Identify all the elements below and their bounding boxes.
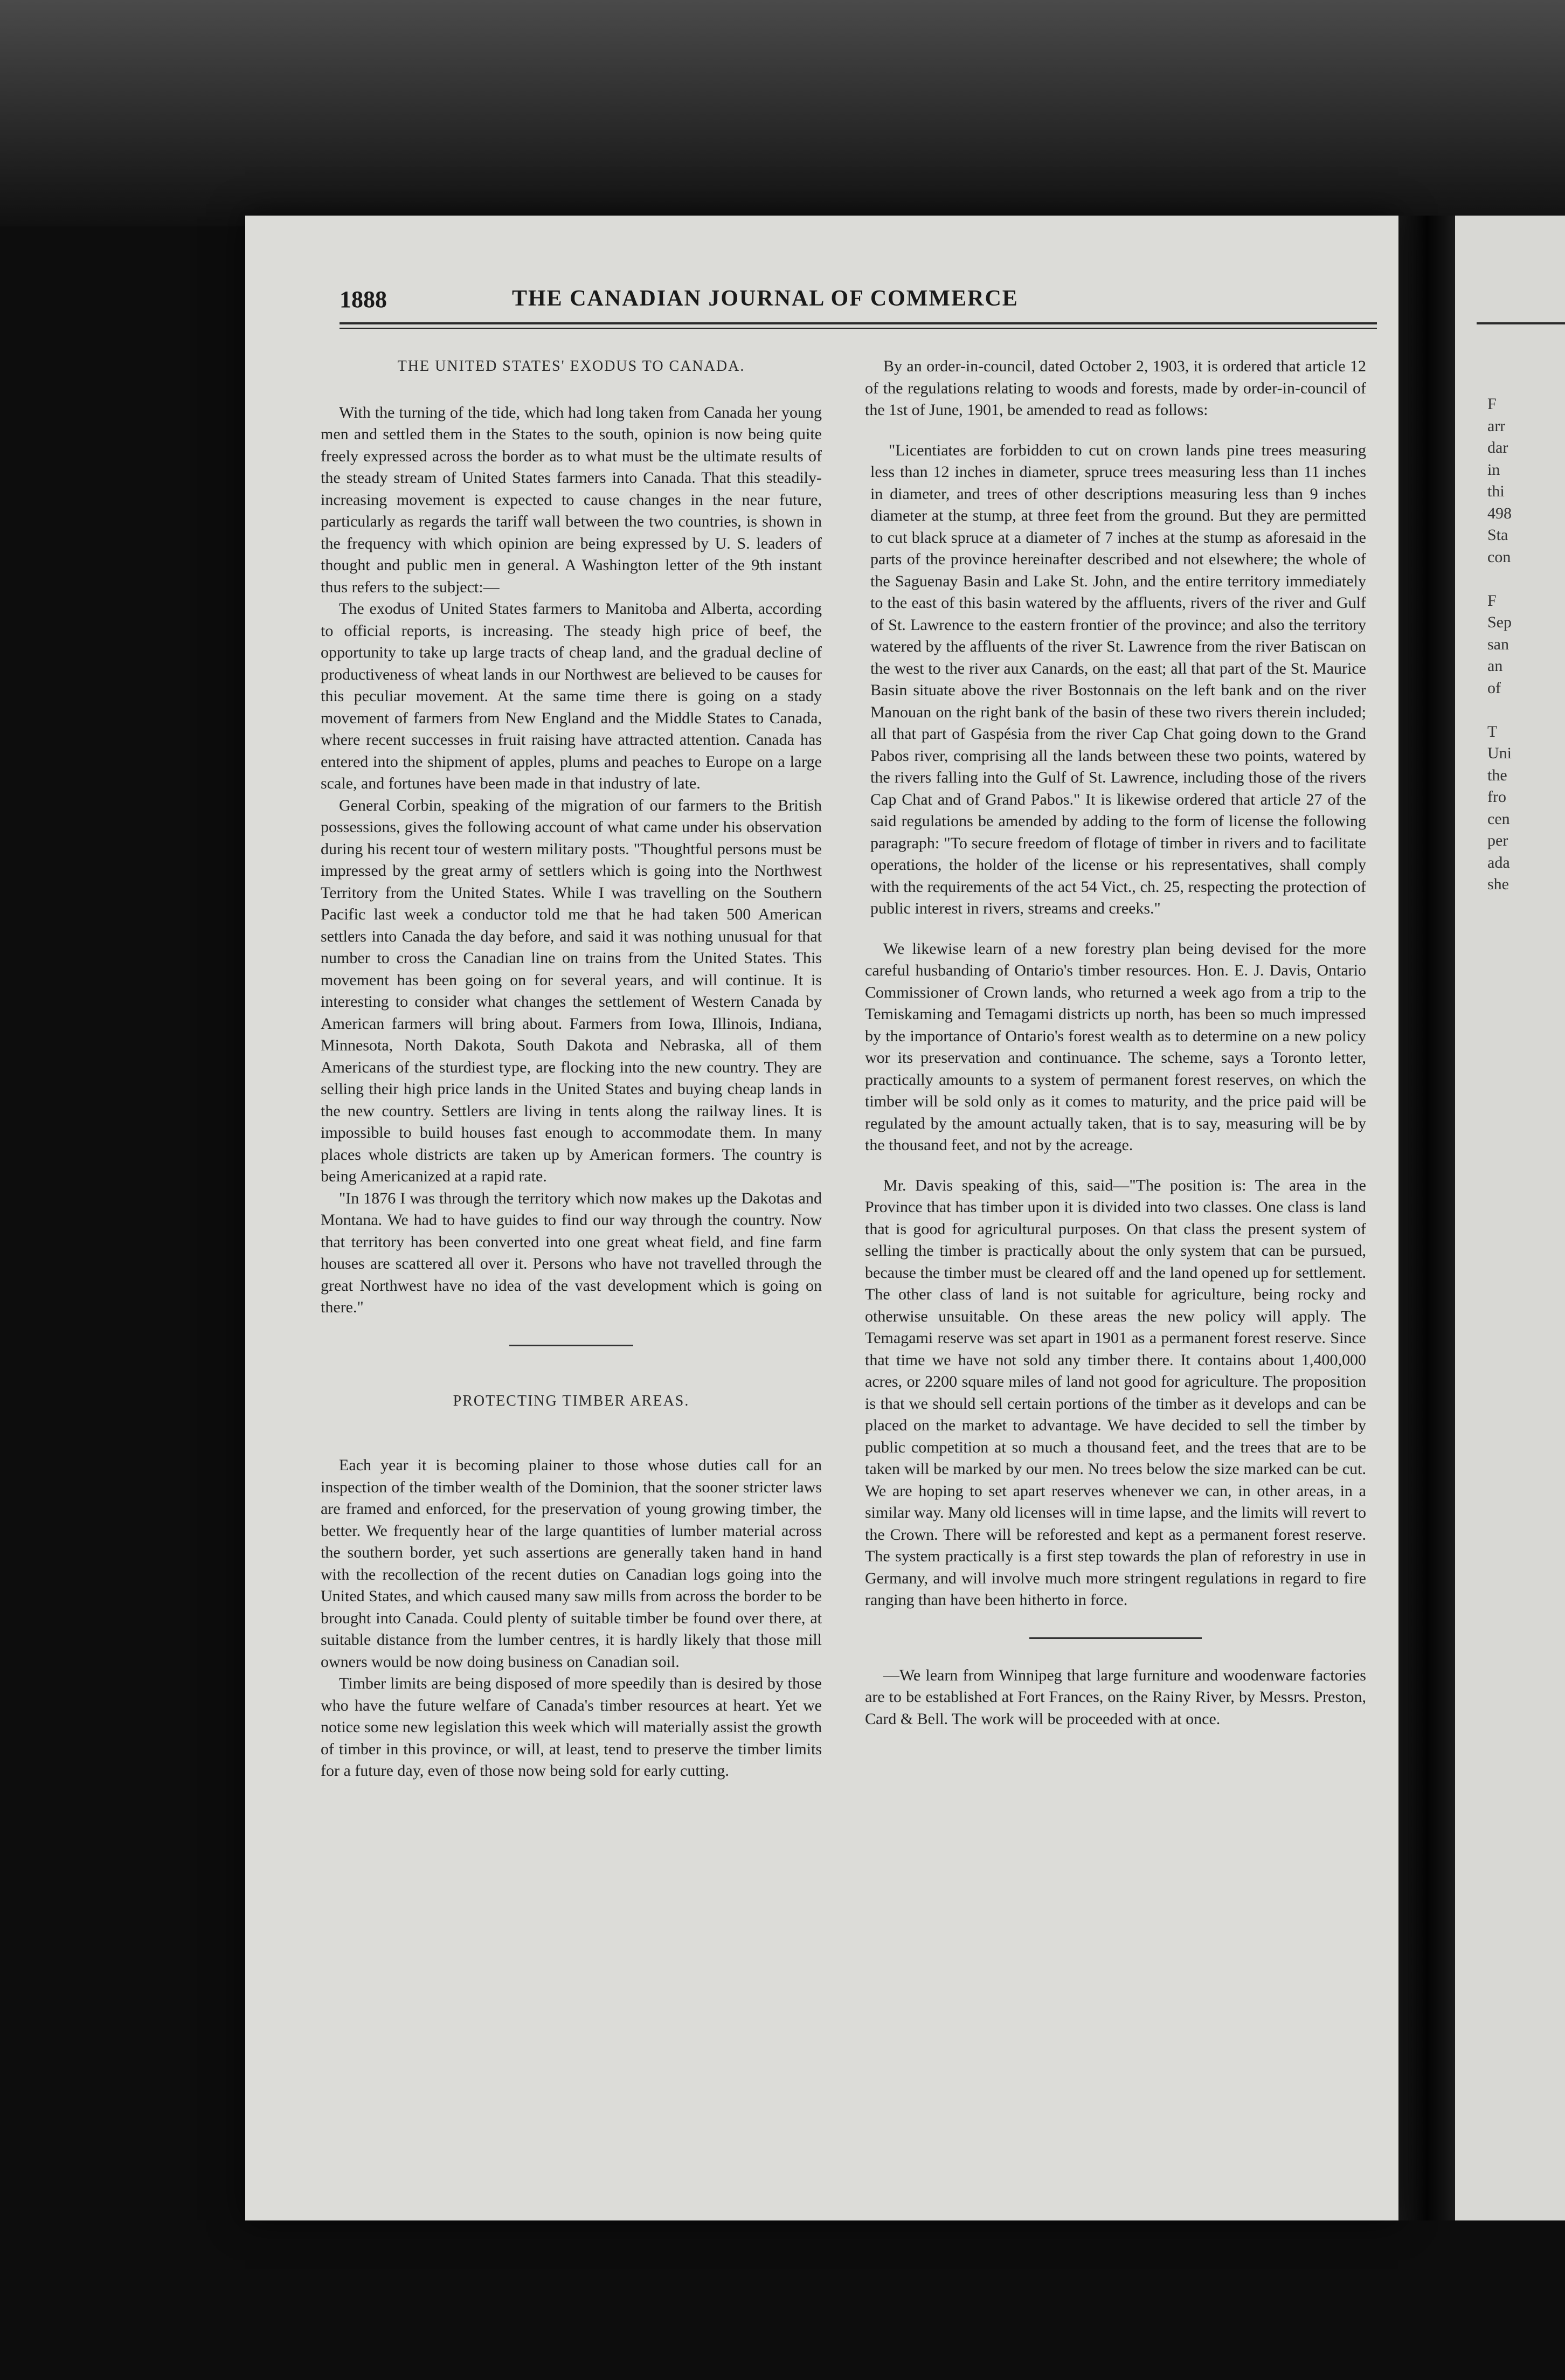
page-header bbox=[340, 286, 1374, 318]
adjacent-line-fragment: in bbox=[1487, 460, 1500, 479]
adjacent-line-fragment: F bbox=[1487, 395, 1497, 413]
adjacent-line-fragment: fro bbox=[1487, 788, 1506, 806]
adjacent-line-fragment: cen bbox=[1487, 810, 1510, 828]
adjacent-line-fragment: dar bbox=[1487, 439, 1508, 456]
adjacent-line-fragment: of bbox=[1487, 679, 1501, 697]
section-divider bbox=[509, 1345, 633, 1346]
header-rule bbox=[340, 322, 1377, 324]
article-heading-exodus: THE UNITED STATES' EXODUS TO CANADA. bbox=[397, 358, 745, 375]
adjacent-line-fragment: she bbox=[1487, 875, 1509, 893]
adjacent-page bbox=[1455, 216, 1565, 2220]
adjacent-line-fragment: san bbox=[1487, 635, 1509, 653]
article-paragraph: "In 1876 I was through the territory which now makes up the Dakotas and Montana. We had to have guides to find our way through the country. Now that territory has been converted into one great wheat field, and fine farm houses are scattered all over it. Persons who have not travelled through the great Northwest have no idea of the vast development which is going on there." bbox=[321, 1189, 822, 1316]
scan-background bbox=[0, 0, 1565, 226]
journal-title: THE CANADIAN JOURNAL OF COMMERCE bbox=[512, 286, 1019, 311]
adjacent-line-fragment: con bbox=[1487, 548, 1511, 566]
section-divider bbox=[1029, 1637, 1202, 1639]
page-number: 1888 bbox=[340, 286, 387, 313]
journal-page bbox=[245, 216, 1398, 2220]
adjacent-line-fragment: Uni bbox=[1487, 744, 1512, 762]
adjacent-line-fragment: F bbox=[1487, 591, 1497, 610]
header-rule-thin bbox=[340, 328, 1377, 329]
right-column bbox=[865, 356, 1366, 1730]
article-paragraph: With the turning of the tide, which had long taken from Canada her young men and settled them in the States to the south, opinion is now being quite freely expressed across the border as to what must be the ultimate results of the steady stream of United States farmers into Canada. That this steadily-increasing movement is expected to cause changes in the near future, particularly as regards the tariff wall between the two countries, is shown in the frequency with which opinion are being expressed by U. S. leaders of thought and public men in general. A Washington letter of the 9th instant thus refers to the subject:— bbox=[321, 403, 822, 596]
article-quote: "Licentiates are forbidden to cut on crown lands pine trees measuring less than 12 inches in diameter, spruce trees measuring less than 11 inches in diameter, and trees of other descriptions measuring less than 9 inches diameter at the stump, at three feet from the ground. But they are permitted to cut black spruce at a diameter of 7 inches at the stump as aforesaid in the parts of the province hereinafter described and not elsewhere; the whole of the Saguenay Basin and Lake St. John, and the entire territory immediately to the east of this basin watered by the affluents, rivers of the river and Gulf of St. Lawrence to the eastern frontier of the province; and also the territory watered by the affluents of the river St. Lawrence from the river Batiscan on the west to the river aux Canards, on the east; all that part of the St. Maurice Basin situate above the river Bostonnais on the left bank and on the river Manouan on the right bank of the basin of these two rivers therein included; all that part of Gaspésia from the river Cap Chat going down to the Grand Pabos river, comprising all the lands between these two points, watered by the rivers falling into the Gulf of St. Lawrence, including those of the rivers Cap Chat and of Grand Pabos." It is likewise ordered that article 27 of the said regulations be amended by adding to the form of license the following paragraph: "To secure freedom of flotage of timber in rivers and to facilitate operations, the holder of the license or his representatives, shall comply with the requirements of the act 54 Vict., ch. 25, respecting the protection of public interest in rivers, streams and creeks." bbox=[870, 441, 1366, 917]
adjacent-line-fragment: Sta bbox=[1487, 526, 1508, 544]
adjacent-line-fragment: T bbox=[1487, 722, 1498, 741]
adjacent-line-fragment: an bbox=[1487, 657, 1503, 675]
adjacent-line-fragment: ada bbox=[1487, 853, 1510, 871]
adjacent-line-fragment: Sep bbox=[1487, 613, 1512, 631]
book-spine bbox=[1398, 216, 1455, 2220]
article-paragraph: General Corbin, speaking of the migration of our farmers to the British possessions, gives the following account of what came under his observation during his recent tour of western military posts. "Thoughtful persons must be impressed by the great army of settlers which is going into the Northwest Territory from the United States. While I was travelling on the Southern Pacific last week a conductor told me that he had taken 500 American settlers into Canada the day before, and said it was nothing unusual for that number to cross the Canadian line on trains from the United States. This movement has been going on for several years, and will continue. It is interesting to consider what changes the settlement of Western Canada by American farmers will bring about. Farmers from Iowa, Illinois, Indiana, Minnesota, North Dakota, South Dakota and Nebraska, all of them Americans of the sturdiest type, are flocking into the new country. They are selling their high price lands in the United States and buying cheap lands in the new country. Settlers are living in tents along the railway lines. It is impossible to build houses fast enough to accommodate them. In many places whole districts are taken up by American formers. The country is being Americanized at a rapid rate. bbox=[321, 796, 822, 1185]
adjacent-header-rule bbox=[1477, 322, 1565, 324]
adjacent-text-fragment bbox=[1487, 393, 1512, 896]
adjacent-line-fragment: thi bbox=[1487, 482, 1505, 500]
article-paragraph: We likewise learn of a new forestry plan being devised for the more careful husbanding of Ontario's timber resources. Hon. E. J. Davis, Ontario Commissioner of Crown lands, who returned a week ago from a trip to the Temiskaming and Temagami districts up north, has been so much impressed by the importance of Ontario's forest wealth as to determine on a new policy wor its preservation and continuance. The scheme, says a Toronto letter, practically amounts to a system of permanent forest reserves, on which the timber will be sold only as it comes to maturity, and the price paid will be regulated by the amount actually taken, that is to say, measuring will be by the thousand feet, and not by the acreage. bbox=[865, 939, 1366, 1154]
adjacent-line-fragment: per bbox=[1487, 832, 1508, 849]
left-column bbox=[321, 356, 822, 1782]
article-paragraph: Each year it is becoming plainer to those whose duties call for an inspection of the timber wealth of the Dominion, that the sooner stricter laws are framed and enforced, for the preservation of young growing timber, the better. We frequently hear of the large quantities of lumber material across the southern border, yet such assertions are generally taken hand in hand with the recollection of the recent duties on Canadian logs going into the United States, and which caused many saw mills from across the border to be brought into Canada. Could plenty of suitable timber be found over there, at suitable distance from the lumber centres, it is hardly likely that those mill owners would be now doing business on Canadian soil. bbox=[321, 1456, 822, 1671]
adjacent-line-fragment: arr bbox=[1487, 417, 1506, 435]
news-item: —We learn from Winnipeg that large furniture and woodenware factories are to be established at Fort Frances, on the Rainy River, by Messrs. Preston, Card & Bell. The work will be proceeded with at once. bbox=[865, 1666, 1366, 1728]
adjacent-line-fragment bbox=[1487, 568, 1512, 590]
article-paragraph: Timber limits are being disposed of more speedily than is desired by those who have the future welfare of Canada's timber resources at heart. Yet we notice some new legislation this week which will materially assist the growth of timber in this province, or will, at least, tend to preserve the timber limits for a future day, even of those now being sold for early cutting. bbox=[321, 1675, 822, 1780]
article-paragraph: By an order-in-council, dated October 2, 1903, it is ordered that article 12 of the regulations relating to woods and forests, made by order-in-council of the 1st of June, 1901, be amended to read as follows: bbox=[865, 357, 1366, 419]
adjacent-line-fragment: the bbox=[1487, 766, 1507, 784]
adjacent-line-fragment: 498 bbox=[1487, 504, 1512, 522]
article-paragraph: The exodus of United States farmers to Manitoba and Alberta, according to official reports, is increasing. The steady high price of beef, the opportunity to take up large tracts of cheap land, and the gradual decline of productiveness of wheat lands in our Northwest are believed to be causes for this peculiar movement. At the same time there is going on a stady movement of farmers from New England and the Middle States to Canada, where recent successes in fruit raising have attracted attention. Canada has entered into the shipment of apples, plums and peaches to Europe on a large scale, and fortunes have been made in that industry of late. bbox=[321, 600, 822, 792]
adjacent-line-fragment bbox=[1487, 699, 1512, 721]
article-paragraph: Mr. Davis speaking of this, said—"The position is: The area in the Province that has timber upon it is divided into two classes. One class is land that is good for agricultural purposes. On that class the present system of selling the timber is practically about the only system that can be pursued, because the timber must be cleared off and the land opened up for settlement. The other class of land is not suitable for agriculture, being rocky and otherwise unsuitable. On these areas the new policy will apply. The Temagami reserve was set apart in 1901 as a permanent forest reserve. Since that time we have not sold any timber there. It contains about 1,400,000 acres, or 2200 square miles of land not good for agriculture. The proposition is that we should sell certain portions of the timber as it develops and can be placed on the market to advantage. We have decided to sell the timber by public competition at so much a thousand feet, and the trees that are to be taken will be marked by our men. No trees below the size marked can be cut. We are hoping to set apart reserves whenever we can, in other areas, in a similar way. Many old licenses will in time lapse, and the limits will revert to the Crown. There will be reforested and kept as a permanent forest reserve. The system practically is a first step towards the plan of reforestry in use in Germany, and will involve much more stringent regulations in regard to fire ranging than have been hitherto in force. bbox=[865, 1176, 1366, 1609]
article-heading-timber: PROTECTING TIMBER AREAS. bbox=[453, 1392, 690, 1409]
